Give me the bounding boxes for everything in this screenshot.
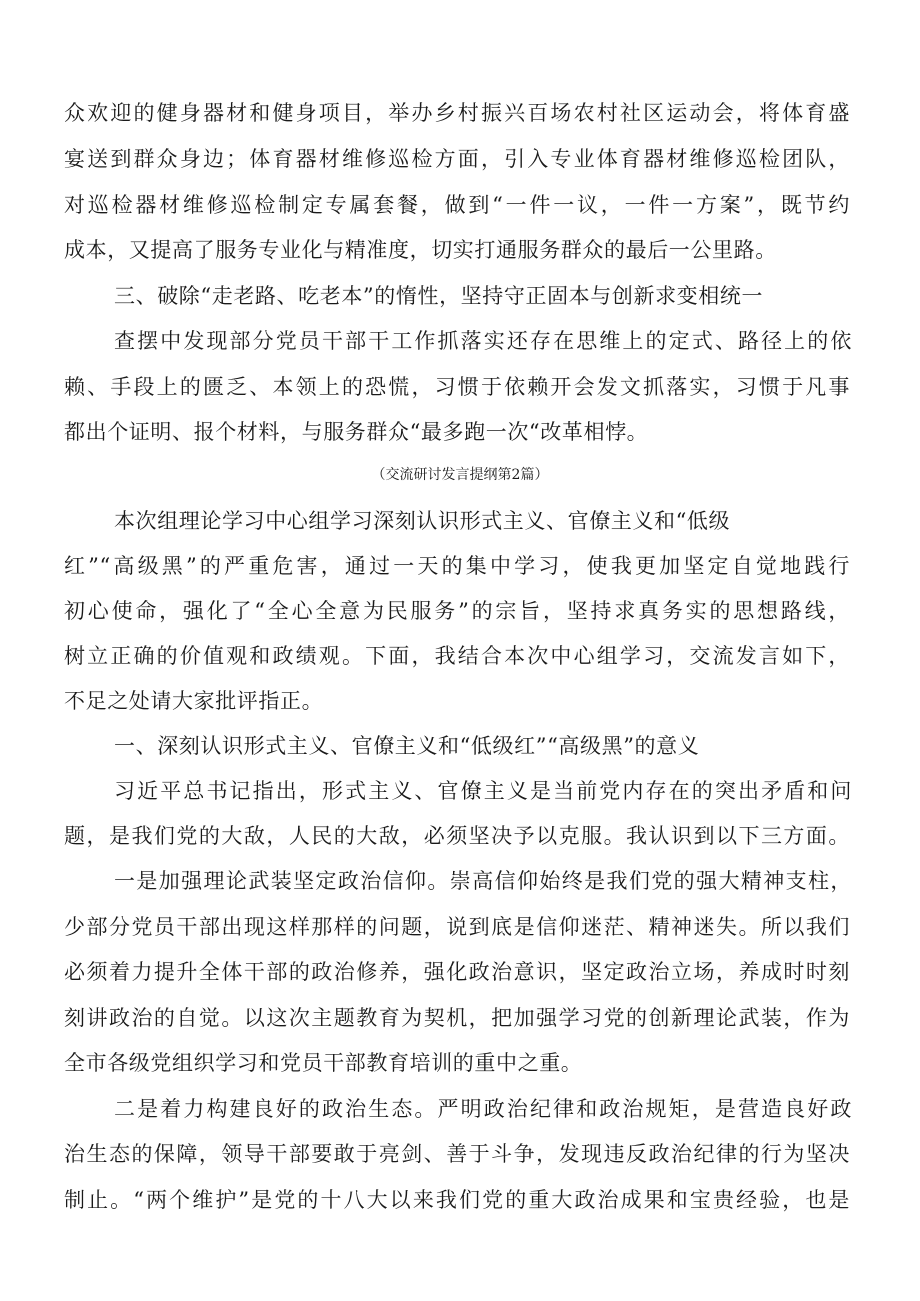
paragraph-line: 赖、手段上的匮乏、本领上的恐慌，习惯于依赖开会发文抓落实，习惯于凡事: [64, 375, 850, 399]
paragraph-line: 习近平总书记指出，形式主义、官僚主义是当前党内存在的突出矛盾和问: [114, 779, 852, 803]
paragraph-line: 都出个证明、报个材料，与服务群众“最多跑一次“改革相悖。: [64, 420, 649, 444]
paragraph-line: 二是着力构建良好的政治生态。严明政治纪律和政治规矩，是营造良好政: [114, 1097, 852, 1121]
paragraph-line: 必须着力提升全体干部的政治修养，强化政治意识，坚定政治立场，养成时时刻: [64, 960, 850, 984]
paragraph-line: 树立正确的价值观和政绩观。下面，我结合本次中心组学习，交流发言如下，: [64, 644, 850, 668]
paragraph-line: 宴送到群众身边；体育器材维修巡检方面，引入专业体育器材维修巡检团队，: [64, 147, 850, 171]
paragraph-line: 不足之处请大家批评指正。: [64, 689, 324, 713]
paragraph-line: 制止。“两个维护”是党的十八大以来我们党的重大政治成果和宝贵经验，也是: [64, 1188, 850, 1212]
paragraph-line: 初心使命，强化了“全心全意为民服务”的宗旨，坚持求真务实的思想路线，: [64, 599, 850, 623]
paragraph-line: 少部分党员干部出现这样那样的问题，说到底是信仰迷茫、精神迷失。所以我们: [64, 915, 850, 939]
article-subtitle: （交流研讨发言提纲第2篇）: [371, 467, 549, 483]
paragraph-line: 一是加强理论武装坚定政治信仰。崇高信仰始终是我们党的强大精神支柱，: [114, 869, 852, 893]
paragraph-line: 成本，又提高了服务专业化与精准度，切实打通服务群众的最后一公里路。: [64, 238, 777, 262]
paragraph-line: 对巡检器材维修巡检制定专属套餐，做到“一件一议，一件一方案”，既节约: [64, 193, 850, 217]
paragraph-line: 刻讲政治的自觉。以这次主题教育为契机，把加强学习党的创新理论武装，作为: [64, 1006, 850, 1030]
section-heading: 一、深刻认识形式主义、官僚主义和“低级红”“高级黑”的意义: [114, 734, 700, 758]
paragraph-line: 题，是我们党的大敌，人民的大敌，必须坚决予以克服。我认识到以下三方面。: [64, 824, 850, 848]
section-heading: 三、破除“走老路、吃老本”的惰性，坚持守正固本与创新求变相统一: [114, 284, 764, 308]
paragraph-line: 治生态的保障，领导干部要敢于亮剑、善于斗争，发现违反政治纪律的行为坚决: [64, 1142, 850, 1166]
paragraph-line: 红”“高级黑”的严重危害，通过一天的集中学习，使我更加坚定自觉地践行: [64, 554, 850, 578]
paragraph-line: 众欢迎的健身器材和健身项目，举办乡村振兴百场农村社区运动会，将体育盛: [64, 101, 850, 125]
paragraph-line: 查摆中发现部分党员干部干工作抓落实还存在思维上的定式、路径上的依: [114, 329, 852, 353]
paragraph-line: 全市各级党组织学习和党员干部教育培训的重中之重。: [64, 1051, 583, 1075]
paragraph-line: 本次组理论学习中心组学习深刻认识形式主义、官僚主义和“低级: [114, 509, 731, 533]
